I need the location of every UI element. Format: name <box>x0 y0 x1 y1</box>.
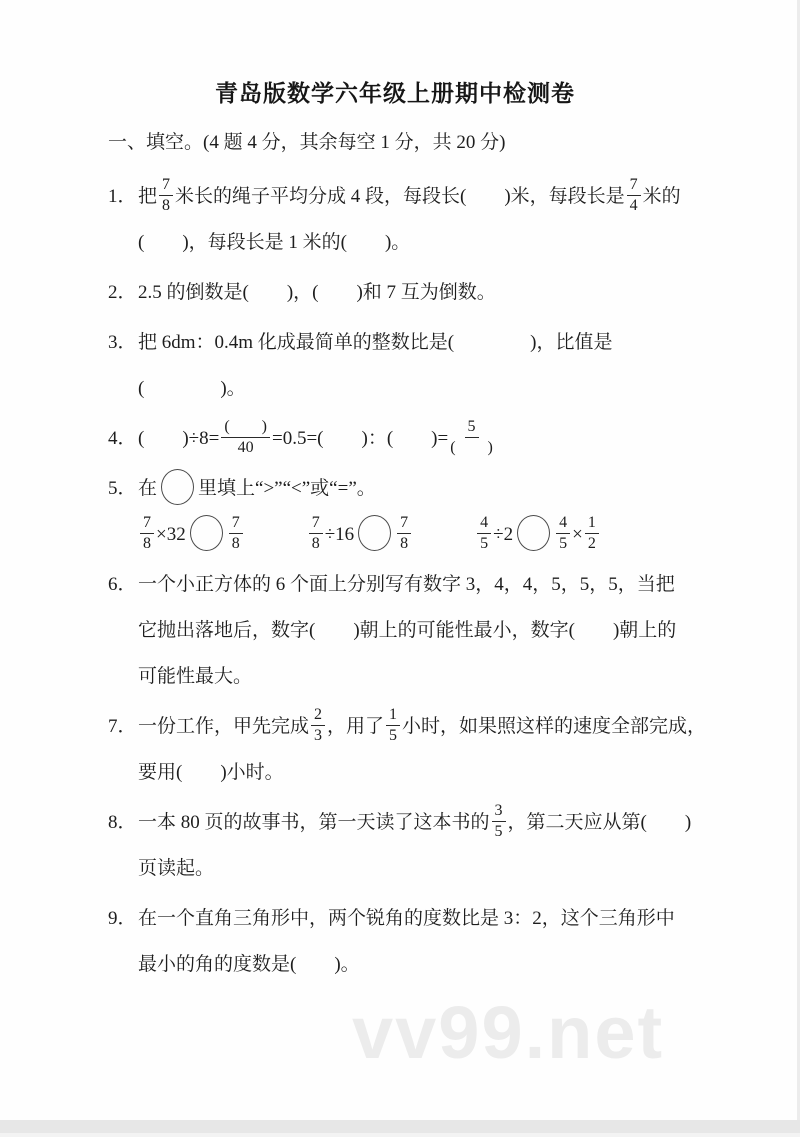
question-line <box>138 704 705 750</box>
fraction-numerator: 7 <box>229 514 243 534</box>
question-body <box>138 320 705 412</box>
fraction-numerator: 4 <box>477 514 491 534</box>
page-bottom-strip <box>0 1133 800 1137</box>
text-segment: ( )÷8= <box>138 428 220 449</box>
question-item <box>108 416 705 462</box>
answer-circle <box>161 469 194 505</box>
text-segment: 在一个直角三角形中，两个锐角的度数比是 3：2，这个三角形中 <box>138 908 675 929</box>
text-segment: 里填上“>”“<”或“=”。 <box>198 478 376 499</box>
text-segment: 把 6dm：0.4m 化成最简单的整数比是( )，比值是 <box>138 332 613 353</box>
fraction <box>386 706 400 746</box>
text-segment: ×32 <box>156 524 186 545</box>
question-line <box>138 846 705 892</box>
question-line <box>138 608 705 654</box>
question-item <box>108 174 705 266</box>
question-line <box>138 512 705 558</box>
text-segment: 一份工作，甲先完成 <box>138 716 310 737</box>
question-number: 6． <box>108 574 137 595</box>
page-bottom-edge-bar <box>0 1120 800 1133</box>
text-segment: 它抛出落地后，数字( )朝上的可能性最小，数字( )朝上的 <box>138 620 677 641</box>
text-segment: =0.5=( )：( )= <box>271 428 449 449</box>
question-line <box>138 896 705 942</box>
fraction <box>309 514 323 554</box>
fraction-numerator: 2 <box>311 706 325 726</box>
fraction <box>311 706 325 746</box>
question-line <box>138 416 705 462</box>
question-line <box>138 800 705 846</box>
fraction-denominator: 8 <box>162 197 171 215</box>
text-segment: 页读起。 <box>138 858 215 879</box>
fraction-denominator: 5 <box>389 727 398 745</box>
question-body <box>138 174 705 266</box>
question-number: 5． <box>108 478 137 499</box>
fraction <box>229 514 243 554</box>
question-body <box>138 562 705 700</box>
question-line <box>138 320 705 366</box>
question-item <box>108 562 705 700</box>
fraction-numerator: 7 <box>309 514 323 534</box>
text-segment: 在 <box>138 478 158 499</box>
fraction-numerator: 1 <box>585 514 599 534</box>
fraction-denominator: 5 <box>494 823 503 841</box>
question-body <box>138 800 705 892</box>
text-segment: 米长的绳子平均分成 4 段，每段长( )米，每段长是 <box>175 186 625 207</box>
fraction <box>159 176 173 216</box>
fraction <box>492 802 506 842</box>
watermark: vv99.net <box>352 991 665 1074</box>
question-item <box>108 704 705 796</box>
text-segment: 小时，如果照这样的速度全部完成， <box>402 716 707 737</box>
question-item <box>108 896 705 988</box>
text-segment: 可能性最大。 <box>138 666 253 687</box>
question-line <box>138 366 705 412</box>
question-body <box>138 416 705 462</box>
fraction-denominator: 3 <box>314 727 323 745</box>
fraction <box>556 514 570 554</box>
question-body <box>138 270 705 316</box>
fraction <box>477 514 491 554</box>
text-segment: 一本 80 页的故事书，第一天读了这本书的 <box>138 812 490 833</box>
text-segment: ÷2 <box>493 524 514 545</box>
fraction-denominator: 8 <box>311 535 320 553</box>
fraction-numerator: ( ) <box>221 418 270 438</box>
text-segment: ÷16 <box>324 524 355 545</box>
fraction-denominator: 2 <box>587 535 596 553</box>
question-list <box>0 174 800 988</box>
question-number: 7． <box>108 716 137 737</box>
question-number: 3． <box>108 332 137 353</box>
fraction <box>627 176 641 216</box>
question-line <box>138 750 705 796</box>
answer-circle <box>517 515 550 551</box>
fraction-numerator: 1 <box>386 706 400 726</box>
text-segment: 一个小正方体的 6 个面上分别写有数字 3，4，4，5，5，5，当把 <box>138 574 675 595</box>
text-segment: ，第二天应从第( ) <box>507 812 692 833</box>
text-segment: 把 <box>138 186 158 207</box>
answer-circle <box>190 515 223 551</box>
text-segment: ( )，每段长是 1 米的( )。 <box>138 232 411 253</box>
question-body <box>138 896 705 988</box>
fraction-denominator: ( ) <box>450 439 493 457</box>
answer-circle <box>358 515 391 551</box>
question-item <box>108 800 705 892</box>
question-number: 9． <box>108 908 137 929</box>
page-title: 青岛版数学六年级上册期中检测卷 <box>215 80 575 106</box>
question-body <box>138 466 705 558</box>
fraction <box>585 514 599 554</box>
question-item <box>108 466 705 558</box>
question-line <box>138 220 705 266</box>
text-segment: ，用了 <box>327 716 385 737</box>
question-line <box>138 562 705 608</box>
question-line <box>138 270 705 316</box>
fraction-numerator: 7 <box>140 514 154 534</box>
fraction <box>450 418 493 458</box>
fraction-denominator: 8 <box>231 535 240 553</box>
section-header: 一、填空。(4 题 4 分，其余每空 1 分，共 20 分) <box>108 132 506 153</box>
fraction-denominator: 8 <box>143 535 151 553</box>
fraction-denominator: 5 <box>480 535 489 553</box>
fraction-denominator: 40 <box>237 439 254 457</box>
fraction-numerator: 7 <box>397 514 411 534</box>
fraction <box>397 514 411 554</box>
question-item <box>108 320 705 412</box>
fraction <box>221 418 270 458</box>
text-segment: 米的 <box>642 186 681 207</box>
text-segment: ( )。 <box>138 378 246 399</box>
question-line <box>138 174 705 220</box>
text-segment: 最小的角的度数是( )。 <box>138 954 360 975</box>
question-line <box>138 942 705 988</box>
fraction <box>140 514 154 554</box>
fraction-numerator: 5 <box>465 418 479 438</box>
fraction-numerator: 4 <box>556 514 570 534</box>
question-item <box>108 270 705 316</box>
question-number: 2． <box>108 282 137 303</box>
text-segment: 要用( )小时。 <box>138 762 284 783</box>
text-segment: 2.5 的倒数是( )，( )和 7 互为倒数。 <box>138 282 496 303</box>
fraction-numerator: 7 <box>627 176 641 196</box>
question-body <box>138 704 705 796</box>
question-line <box>138 466 705 512</box>
fraction-denominator: 5 <box>559 535 568 553</box>
question-number: 1． <box>108 186 137 207</box>
fraction-denominator: 4 <box>629 197 638 215</box>
question-line <box>138 654 705 700</box>
fraction-numerator: 3 <box>492 802 506 822</box>
question-number: 8． <box>108 812 137 833</box>
question-number: 4． <box>108 428 137 449</box>
fraction-denominator: 8 <box>400 535 409 553</box>
fraction-numerator: 7 <box>159 176 173 196</box>
text-segment: × <box>572 524 583 545</box>
